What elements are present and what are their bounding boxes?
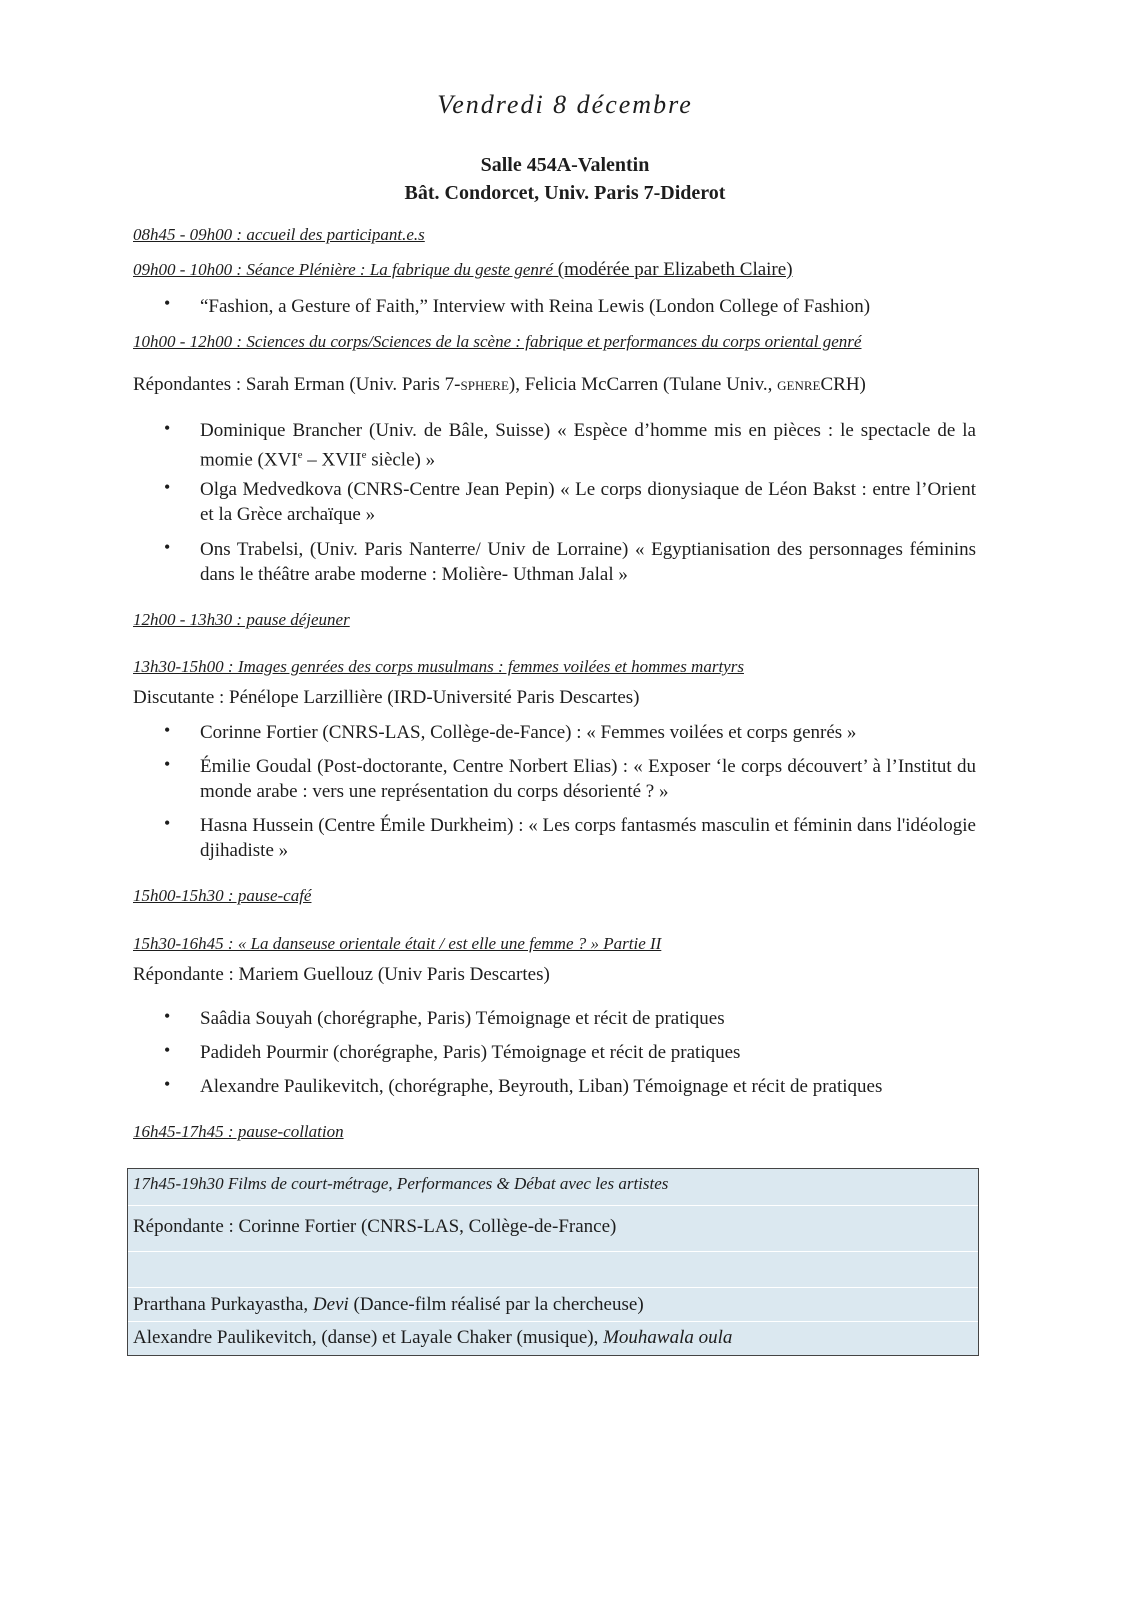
superscript: e bbox=[297, 449, 303, 461]
respondents-line bbox=[133, 374, 866, 396]
slot-images: 13h30-15h00 : Images genrées des corps musulmans : femmes voilées et hommes martyrs bbox=[133, 657, 744, 676]
bullet-marker: • bbox=[164, 1074, 171, 1094]
talk-text: – XVII bbox=[302, 449, 362, 471]
box-row bbox=[128, 1205, 978, 1252]
superscript: e bbox=[361, 449, 367, 461]
box-row bbox=[128, 1251, 978, 1288]
slot-plenary-title: 09h00 - 10h00 : Séance Plénière : La fabrique du geste genré bbox=[133, 260, 554, 279]
slot-sciences: 10h00 - 12h00 : Sciences du corps/Sciences de la scène : fabrique et performances du corps oriental genré bbox=[133, 332, 862, 351]
respondents-lab: sphere bbox=[460, 374, 509, 395]
box-row bbox=[128, 1287, 978, 1322]
box-row bbox=[128, 1321, 978, 1355]
bullet-marker: • bbox=[164, 293, 171, 313]
performance-entry bbox=[133, 1327, 732, 1349]
slot-dancer: 15h30-16h45 : « La danseuse orientale était / est elle une femme ? » Partie II bbox=[133, 934, 662, 953]
respondents-lab: genre bbox=[777, 374, 821, 395]
slot-plenary bbox=[133, 259, 793, 281]
respondents-text: Répondantes : Sarah Erman (Univ. Paris 7- bbox=[133, 374, 461, 395]
bullet-marker: • bbox=[164, 813, 171, 833]
talk-text: siècle) » bbox=[366, 449, 436, 471]
box-row bbox=[128, 1169, 978, 1206]
talk-item: Alexandre Paulikevitch, (chorégraphe, Beyrouth, Liban) Témoignage et récit de pratiques bbox=[200, 1076, 883, 1097]
talk-item bbox=[200, 418, 976, 472]
talk-text: Dominique Brancher (Univ. de Bâle, Suisse) « Espèce d’homme mis en pièces : le spectacle de la momie (XVI bbox=[200, 420, 976, 471]
day-title: Vendredi 8 décembre bbox=[437, 90, 693, 119]
film-author: Prarthana Purkayastha, bbox=[133, 1294, 313, 1315]
respondent-line: Répondante : Mariem Guellouz (Univ Paris Descartes) bbox=[133, 964, 550, 985]
film-description: (Dance-film réalisé par la chercheuse) bbox=[348, 1294, 644, 1315]
talk-item: Émilie Goudal (Post-doctorante, Centre Norbert Elias) : « Exposer ‘le corps découvert’ à l’Institut du monde arabe : vers une représentation du corps désorienté ? » bbox=[200, 756, 976, 802]
talk-item: Padideh Pourmir (chorégraphe, Paris) Témoignage et récit de pratiques bbox=[200, 1042, 741, 1063]
films-session-box bbox=[127, 1168, 979, 1356]
talk-item: Olga Medvedkova (CNRS-Centre Jean Pepin) « Le corps dionysiaque de Léon Bakst : entre l’Orient et la Grèce archaïque » bbox=[200, 479, 976, 525]
films-respondent: Répondante : Corinne Fortier (CNRS-LAS, Collège-de-France) bbox=[133, 1216, 617, 1237]
bullet-marker: • bbox=[164, 1006, 171, 1026]
talk-item: Saâdia Souyah (chorégraphe, Paris) Témoignage et récit de pratiques bbox=[200, 1008, 725, 1029]
performance-authors: Alexandre Paulikevitch, (danse) et Layale Chaker (musique), bbox=[133, 1327, 604, 1348]
respondents-text: ), Felicia McCarren (Tulane Univ., bbox=[508, 374, 778, 395]
performance-title: Mouhawala oula bbox=[603, 1327, 733, 1348]
bullet-marker: • bbox=[164, 720, 171, 740]
bullet-marker: • bbox=[164, 754, 171, 774]
bullet-marker: • bbox=[164, 537, 171, 557]
films-slot-title: 17h45-19h30 Films de court-métrage, Performances & Débat avec les artistes bbox=[133, 1174, 669, 1193]
slot-coffee: 15h00-15h30 : pause-café bbox=[133, 886, 312, 905]
talk-item: Hasna Hussein (Centre Émile Durkheim) : « Les corps fantasmés masculin et féminin dans l'idéologie djihadiste » bbox=[200, 815, 976, 861]
room-name: Salle 454A-Valentin bbox=[480, 154, 650, 176]
building-name: Bât. Condorcet, Univ. Paris 7-Diderot bbox=[404, 182, 726, 204]
bullet-marker: • bbox=[164, 477, 171, 497]
talk-item: Ons Trabelsi, (Univ. Paris Nanterre/ Univ de Lorraine) « Egyptianisation des personnages féminins dans le théâtre arabe moderne : Molière- Uthman Jalal » bbox=[200, 539, 976, 585]
film-entry bbox=[133, 1294, 644, 1316]
slot-snack: 16h45-17h45 : pause-collation bbox=[133, 1122, 344, 1141]
respondents-text: CRH) bbox=[820, 374, 866, 395]
bullet-marker: • bbox=[164, 1040, 171, 1060]
discussant-line: Discutante : Pénélope Larzillière (IRD-Université Paris Descartes) bbox=[133, 687, 640, 708]
film-title: Devi bbox=[312, 1294, 349, 1315]
talk-item: Corinne Fortier (CNRS-LAS, Collège-de-Fance) : « Femmes voilées et corps genrés » bbox=[200, 722, 857, 743]
talk-item: “Fashion, a Gesture of Faith,” Interview with Reina Lewis (London College of Fashion) bbox=[200, 296, 871, 317]
slot-welcome: 08h45 - 09h00 : accueil des participant.e.s bbox=[133, 225, 425, 244]
bullet-marker: • bbox=[164, 418, 171, 438]
slot-lunch: 12h00 - 13h30 : pause déjeuner bbox=[133, 610, 350, 629]
slot-plenary-moderator: (modérée par Elizabeth Claire) bbox=[553, 259, 793, 280]
